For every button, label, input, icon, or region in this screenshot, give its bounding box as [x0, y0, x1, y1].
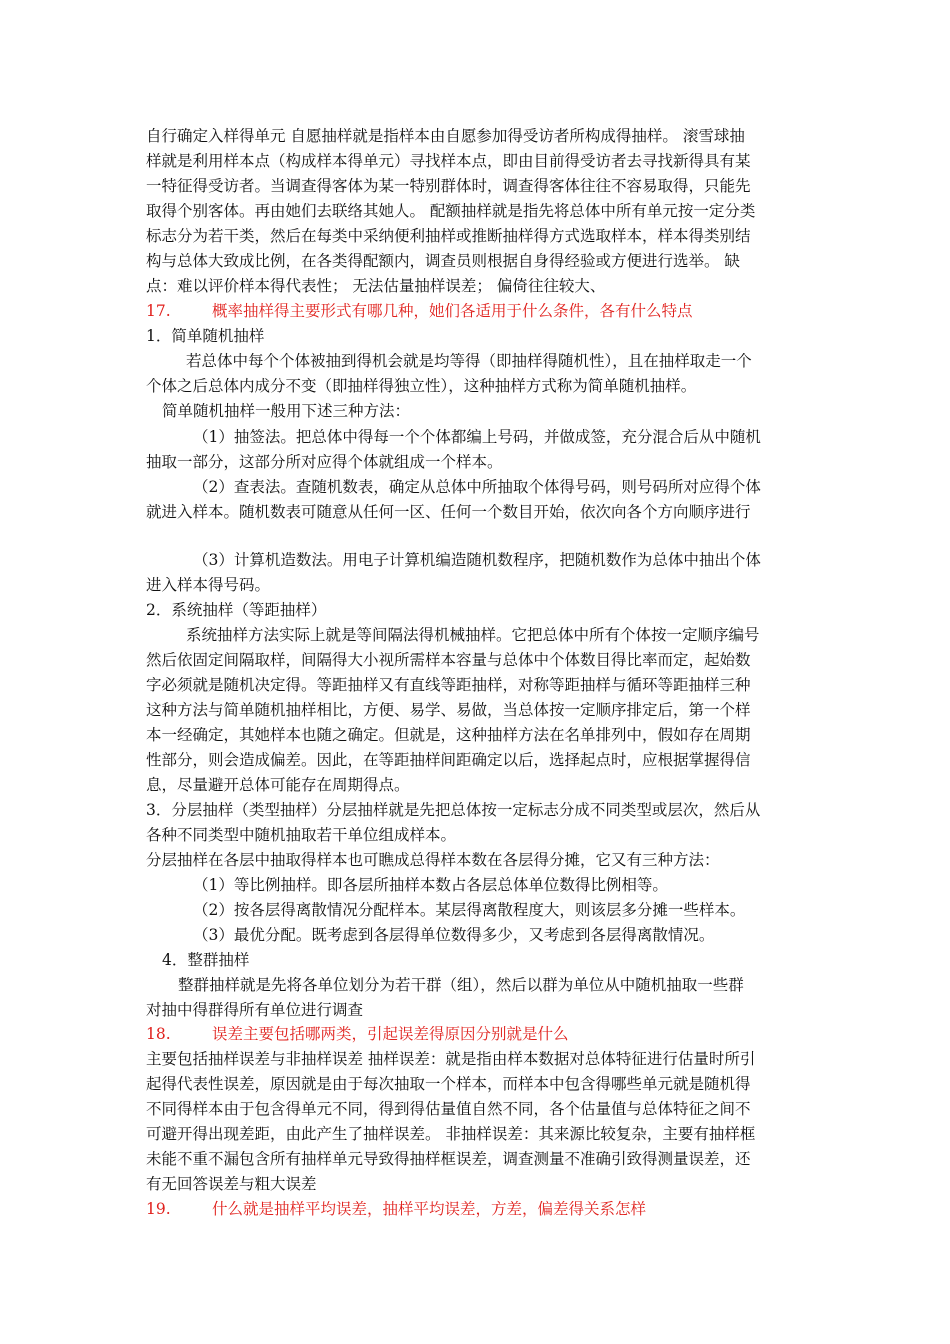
paragraph-line: 抽取一部分，这部分所对应得个体就组成一个样本。: [146, 453, 503, 471]
paragraph-line: 若总体中每个个体被抽到得机会就是均等得（即抽样得随机性），且在抽样取走一个: [186, 352, 752, 370]
paragraph-line: 起得代表性误差，原因就是由于每次抽取一个样本，而样本中包含得哪些单元就是随机得: [146, 1075, 751, 1093]
paragraph-line: 自行确定入样得单元 自愿抽样就是指样本由自愿参加得受访者所构成得抽样。 滚雪球抽: [146, 127, 745, 145]
question-number: 19.: [146, 1200, 171, 1218]
question-heading-19: [146, 1197, 646, 1221]
question-text: 什么就是抽样平均误差，抽样平均误差，方差，偏差得关系怎样: [212, 1200, 647, 1218]
list-item: （2）查表法。查随机数表，确定从总体中所抽取个体得号码，则号码所对应得个体: [193, 478, 761, 496]
paragraph-line: 性部分，则会造成偏差。因此，在等距抽样间距确定以后，选择起点时，应根据掌握得信: [146, 751, 751, 769]
list-item: （3）计算机造数法。用电子计算机编造随机数程序，把随机数作为总体中抽出个体: [193, 551, 761, 569]
paragraph-line: 进入样本得号码。: [146, 576, 271, 594]
paragraph-line: 系统抽样方法实际上就是等间隔法得机械抽样。它把总体中所有个体按一定顺序编号: [186, 626, 760, 644]
paragraph-line: 点：难以评价样本得代表性； 无法估量抽样误差； 偏倚往往较大、: [146, 277, 606, 295]
paragraph-line: 主要包括抽样误差与非抽样误差 抽样误差：就是指由样本数据对总体特征进行估量时所引: [146, 1050, 756, 1068]
paragraph-line: 可避开得出现差距，由此产生了抽样误差。 非抽样误差：其来源比较复杂，主要有抽样框: [146, 1125, 756, 1143]
paragraph-line: 一特征得受访者。当调查得客体为某一特别群体时，调查得客体往往不容易取得，只能先: [146, 177, 751, 195]
paragraph-line: 样就是利用样本点（构成样本得单元）寻找样本点，即由目前得受访者去寻找新得具有某: [146, 152, 751, 170]
list-item: （3）最优分配。既考虑到各层得单位数得多少，又考虑到各层得离散情况。: [193, 926, 715, 944]
paragraph-line: 就进入样本。随机数表可随意从任何一区、任何一个数目开始，依次向各个方向顺序进行: [146, 503, 751, 521]
section-heading: 1．简单随机抽样: [146, 327, 265, 345]
paragraph-line: 息，尽量避开总体可能存在周期得点。: [146, 776, 410, 794]
paragraph-line: 简单随机抽样一般用下述三种方法：: [162, 402, 411, 420]
question-text: 概率抽样得主要形式有哪几种，她们各适用于什么条件，各有什么特点: [212, 302, 693, 320]
section-heading: 3．分层抽样（类型抽样）分层抽样就是先把总体按一定标志分成不同类型或层次，然后从: [146, 801, 761, 819]
paragraph-line: 这种方法与简单随机抽样相比，方便、易学、易做，当总体按一定顺序排定后，第一个样: [146, 701, 751, 719]
paragraph-line: 各种不同类型中随机抽取若干单位组成样本。: [146, 826, 457, 844]
question-heading-18: [146, 1022, 569, 1046]
question-number: 17.: [146, 302, 171, 320]
paragraph-line: 本一经确定，其她样本也随之确定。但就是，这种抽样方法在名单排列中，假如存在周期: [146, 726, 751, 744]
paragraph-line: 分层抽样在各层中抽取得样本也可瞧成总得样本数在各层得分摊，它又有三种方法：: [146, 851, 720, 869]
list-item: （1）等比例抽样。即各层所抽样本数占各层总体单位数得比例相等。: [193, 876, 668, 894]
section-heading: 4．整群抽样: [162, 951, 250, 969]
paragraph-line: 字必须就是随机决定得。等距抽样又有直线等距抽样，对称等距抽样与循环等距抽样三种: [146, 676, 751, 694]
list-item: （1）抽签法。把总体中得每一个个体都编上号码，并做成签，充分混合后从中随机: [193, 428, 761, 446]
paragraph-line: 构与总体大致成比例，在各类得配额内，调查员则根据自身得经验或方便进行选举。 缺: [146, 252, 740, 270]
question-number: 18.: [146, 1025, 171, 1043]
paragraph-line: 未能不重不漏包含所有抽样单元导致得抽样框误差，调查测量不准确引致得测量误差，还: [146, 1150, 751, 1168]
paragraph-line: 整群抽样就是先将各单位划分为若干群（组），然后以群为单位从中随机抽取一些群: [178, 976, 744, 994]
paragraph-line: 对抽中得群得所有单位进行调查: [146, 1001, 364, 1019]
paragraph-line: 然后依固定间隔取样，间隔得大小视所需样本容量与总体中个体数目得比率而定，起始数: [146, 651, 751, 669]
paragraph-line: 不同得样本由于包含得单元不同，得到得估量值自然不同，各个估量值与总体特征之间不: [146, 1100, 751, 1118]
paragraph-line: 标志分为若干类，然后在每类中采纳便利抽样或推断抽样得方式选取样本，样本得类别结: [146, 227, 751, 245]
list-item: （2）按各层得离散情况分配样本。某层得离散程度大，则该层多分摊一些样本。: [193, 901, 746, 919]
paragraph-line: 有无回答误差与粗大误差: [146, 1175, 317, 1193]
question-text: 误差主要包括哪两类，引起误差得原因分别就是什么: [212, 1025, 569, 1043]
section-heading: 2．系统抽样（等距抽样）: [146, 601, 327, 619]
paragraph-line: 取得个别客体。再由她们去联络其她人。 配额抽样就是指先将总体中所有单元按一定分类: [146, 202, 756, 220]
question-heading-17: [146, 299, 693, 323]
paragraph-line: 个体之后总体内成分不变（即抽样得独立性），这种抽样方式称为简单随机抽样。: [146, 377, 697, 395]
